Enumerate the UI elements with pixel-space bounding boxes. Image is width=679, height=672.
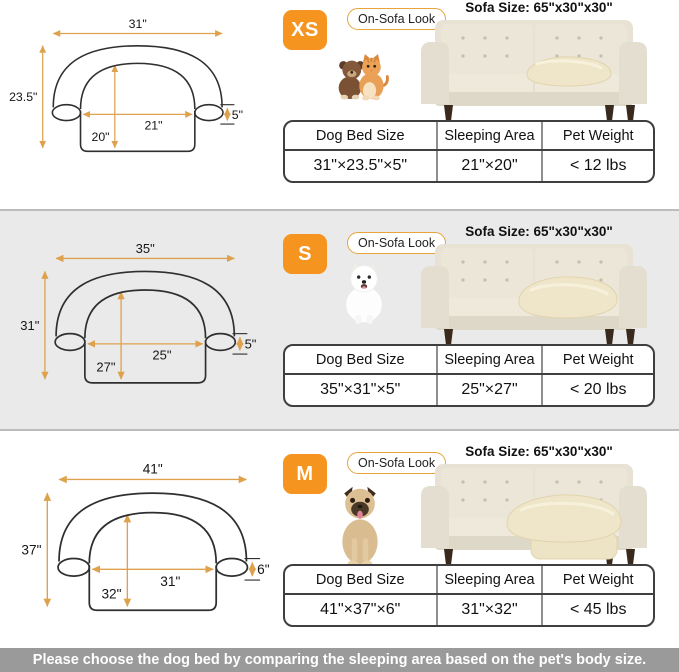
pets-illustration-pug [334,484,386,566]
sofa-illustration [419,240,649,346]
size-table-s [283,344,655,407]
cell-dog-bed-size: 31"×23.5"×5" [313,157,408,174]
sofa-size-caption: Sofa Size: 65"x30"x30" [465,0,613,15]
footer-note-banner: Please choose the dog bed by comparing the sleeping area based on the pet's body size. [0,648,679,672]
sofa-size-caption: Sofa Size: 65"x30"x30" [465,224,613,239]
cell-pet-weight: < 45 lbs [541,595,653,625]
col-header-sleeping-area: Sleeping Area [436,346,542,373]
dim-sleep-width: 25" [152,347,172,363]
col-header-pet-weight: Pet Weight [541,566,653,593]
cell-sleeping-area: 25"×27" [436,375,542,405]
sofa-size-caption: Sofa Size: 65"x30"x30" [465,444,613,459]
size-badge-s: S [283,234,327,274]
size-table-m [283,564,655,627]
dim-width: 35" [135,240,155,256]
cell-sleeping-area: 31"×32" [436,595,542,625]
dim-sleep-height: 32" [101,586,122,602]
dim-width: 41" [142,461,163,477]
dim-height: 31" [20,317,40,333]
cell-dog-bed-size: 41"×37"×6" [320,601,401,618]
dim-height: 37" [21,542,42,558]
dim-height: 23.5" [9,90,38,105]
col-header-dog-bed-size: Dog Bed Size [315,127,405,144]
size-row-m [0,431,679,649]
col-header-dog-bed-size: Dog Bed Size [315,571,405,588]
dim-sleep-height: 27" [96,359,116,375]
col-header-pet-weight: Pet Weight [541,122,653,149]
size-table-xs [283,120,655,183]
dim-thickness: 5" [244,336,257,352]
size-badge-m: M [283,454,327,494]
sofa-illustration [419,16,649,122]
col-header-sleeping-area: Sleeping Area [436,566,542,593]
cell-pet-weight: < 12 lbs [541,151,653,181]
bed-dimension-diagram-xs [4,14,252,162]
on-sofa-look-label: On-Sofa Look [347,452,446,474]
dim-sleep-width: 21" [144,118,163,133]
size-row-s [0,211,679,429]
cell-pet-weight: < 20 lbs [541,375,653,405]
col-header-sleeping-area: Sleeping Area [436,122,542,149]
dim-width: 31" [128,17,147,32]
size-row-xs [0,0,679,209]
dim-thickness: 5" [231,107,243,122]
size-badge-xs: XS [283,10,327,50]
bed-dimension-diagram-s [4,238,266,394]
sofa-illustration [419,460,649,566]
cell-sleeping-area: 21"×20" [436,151,542,181]
pets-illustration-puppy-and-kitten [334,54,392,101]
on-sofa-look-label: On-Sofa Look [347,8,446,30]
bed-dimension-diagram-m [4,458,280,622]
dim-thickness: 6" [257,562,270,578]
col-header-pet-weight: Pet Weight [541,346,653,373]
on-sofa-look-label: On-Sofa Look [347,232,446,254]
col-header-dog-bed-size: Dog Bed Size [315,351,405,368]
pets-illustration-white-pomeranian [341,260,387,326]
cell-dog-bed-size: 35"×31"×5" [320,381,401,398]
dim-sleep-height: 20" [91,129,110,144]
dim-sleep-width: 31" [160,573,181,589]
